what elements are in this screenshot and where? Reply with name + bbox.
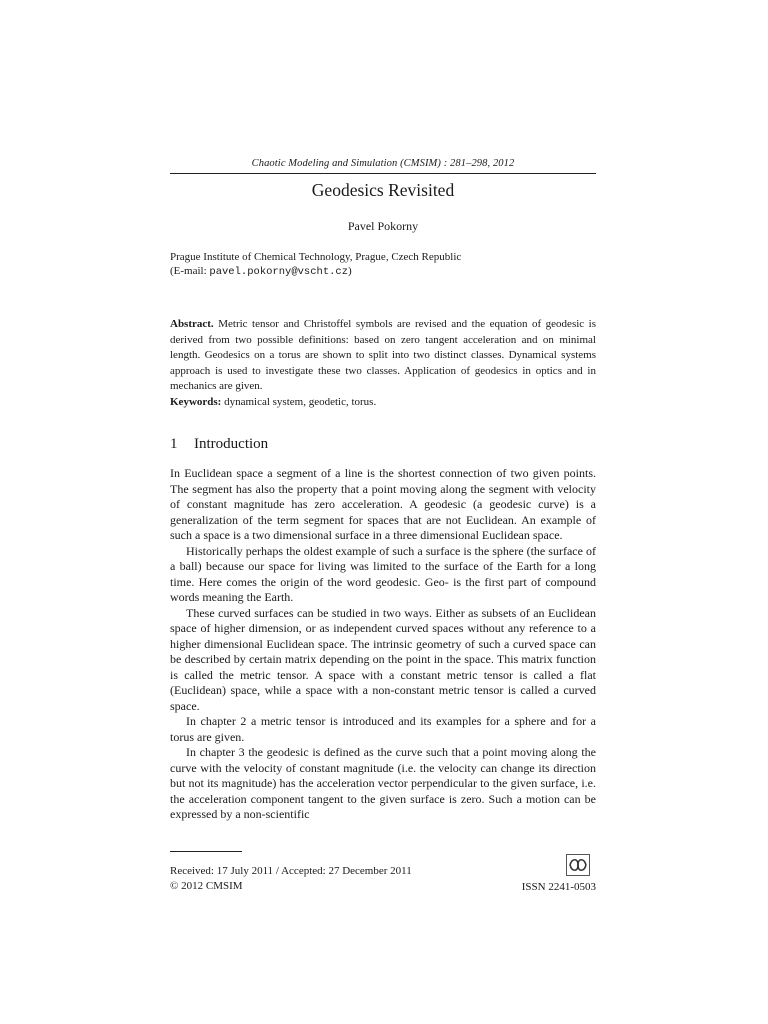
copyright-line: © 2012 CMSIM (170, 880, 243, 892)
affiliation: Prague Institute of Chemical Technology, Prague, Czech Republic (170, 251, 462, 263)
section-body (170, 466, 596, 823)
journal-header: Chaotic Modeling and Simulation (CMSIM) : 281–298, 2012 (251, 158, 515, 169)
paragraph: These curved surfaces can be studied in two ways. Either as subsets of an Euclidean space of higher dimension, or as independent curved spaces without any reference to a higher dimensional Euclidean space. The intrinsic geometry of such a curved space can be described by certain matrix depending on the point in the space. This matrix function is called the metric tensor. A space with a constant metric tensor is called a flat (Euclidean) space, while a space with a non-constant metric tensor is called a curved space. (170, 605, 596, 713)
header-rule (170, 173, 596, 174)
email-prefix: (E-mail: (170, 265, 210, 277)
author-name: Pavel Pokorny (347, 219, 419, 233)
received-line: Received: 17 July 2011 / Accepted: 27 December 2011 (170, 865, 412, 877)
section-number: 1 (170, 436, 178, 452)
paragraph: Historically perhaps the oldest example of such a surface is the sphere (the surface of a ball) because our space for living was limited to the surface of the Earth for a long time. Here comes the origin of the word geodesic. Geo- is the first part of compound words meaning the Earth. (170, 543, 596, 604)
email-address: pavel.pokorny@vscht.cz (209, 266, 349, 278)
abstract-label: Abstract. (170, 318, 214, 330)
section-heading (170, 436, 596, 453)
paragraph: In chapter 3 the geodesic is defined as the curve such that a point moving along the curve with the velocity of constant magnitude (i.e. the velocity can change its direction but not its magnitude) has the acceleration vector perpendicular to the given surface, i.e. the acceleration component tangent to the given surface is zero. Such a motion can be expressed by a non-scientific (170, 745, 596, 821)
paragraph: In chapter 2 a metric tensor is introduced and its examples for a sphere and for a torus are given. (170, 714, 596, 744)
paragraph: In Euclidean space a segment of a line is the shortest connection of two given points. The segment has also the property that a point moving along the segment with velocity of constant magnitude has zero acceleration. A geodesic (a geodesic curve) is a generalization of the term segment for spaces that are not Euclidean. An example of such a space is a two dimensional surface in a three dimensional Euclidean space. (170, 466, 596, 542)
footer (170, 864, 596, 894)
abstract (170, 317, 596, 395)
paper-page (170, 158, 596, 823)
keywords-text: dynamical system, geodetic, torus. (224, 395, 377, 408)
keywords (170, 395, 596, 411)
footnote-rule (170, 851, 242, 852)
section-title: Introduction (194, 436, 269, 452)
paper-title: Geodesics Revisited (311, 180, 455, 200)
abstract-text: Metric tensor and Christoffel symbols are revised and the equation of geodesic is derived from two possible definitions: based on zero tangent acceleration and on minimal length. Geodesics on a torus are shown to split into two distinct classes. Dynamical systems approach is used to investigate these two classes. Application of geodesics in optics and in mechanics are given. (170, 318, 597, 392)
email-suffix: ) (348, 265, 352, 277)
email-line (170, 264, 596, 279)
keywords-label: Keywords: (170, 395, 222, 408)
affiliation-block (170, 250, 596, 279)
issn: ISSN 2241-0503 (521, 881, 596, 893)
